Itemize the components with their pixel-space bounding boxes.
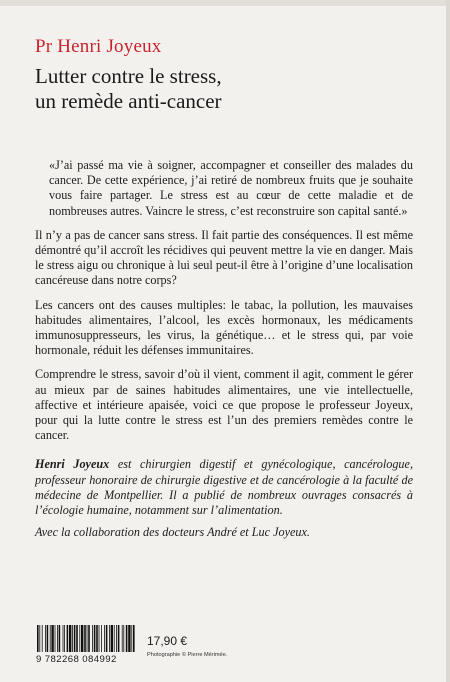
photo-credit: Photographie © Pierre Mérimée. <box>147 652 228 658</box>
title-line-1: Lutter contre le stress, <box>35 64 222 88</box>
price: 17,90 € <box>147 634 188 648</box>
collaboration-note: Avec la collaboration des docteurs André et Luc Joyeux. <box>35 525 310 540</box>
bio-text: est chirurgien digestif et gynécologique, cancérologue, professeur honoraire de chirurgie digestive et de cancérologie à la faculté de médecine de Montpellier. Il a publié de nombreux ouvrages consacrés à l’écologie humaine, notamment sur l’alimentation. <box>35 457 413 518</box>
bio-name: Henri Joyeux <box>35 457 110 472</box>
isbn-number: 9 782268 084992 <box>36 654 117 665</box>
author-name: Pr Henri Joyeux <box>35 36 162 57</box>
author-quote: «J’ai passé ma vie à soigner, accompagner et conseiller des malades du cancer. De cette expérience, j’ai retiré de nombreux fruits que je souhaite vous faire partager. Le stress est au cœur de cette maladie et de nombreuses autres. Vaincre le stress, c’est reconstruire son capital santé.» <box>49 158 413 218</box>
author-bio <box>35 457 413 540</box>
paragraph-2: Les cancers ont des causes multiples: le tabac, la pollution, les mauvaises habitudes alimentaires, l’alcool, les excès hormonaux, les médicaments immunosuppresseurs, les virus, la génétique… et le stress qui, par voie hormonale, réduit les défenses immunitaires. <box>35 297 413 358</box>
page-edge-right <box>446 0 450 682</box>
paragraph-3: Comprendre le stress, savoir d’où il vient, comment il agit, comment le gérer au mieux par de saines habitudes alimentaires, une vie intellectuelle, affective et intérieure apaisée, voici ce que propose le professeur Joyeux, pour qui la lutte contre le stress est l’un des premiers remèdes contre le cancer. <box>35 367 413 443</box>
book-title <box>35 64 222 114</box>
bio-paragraph <box>35 457 413 518</box>
paragraph-1: Il n’y a pas de cancer sans stress. Il fait partie des conséquences. Il est même démontré qu’il accroît les récidives qui peuvent mettre la vie en danger. Mais le stress aigu ou chronique à lui seul peut-il être à l’origine d’une localisation cancéreuse dans notre corps? <box>35 227 413 288</box>
page-edge-top <box>0 0 450 6</box>
title-line-2: un remède anti-cancer <box>35 89 222 113</box>
blurb <box>35 158 413 547</box>
